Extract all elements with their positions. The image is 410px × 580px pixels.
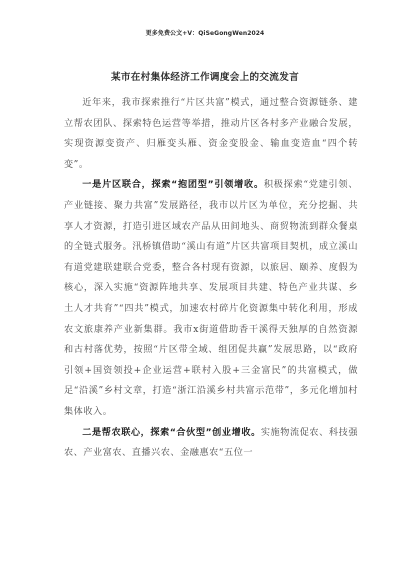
paragraph-point-1 <box>64 175 358 422</box>
document-title: 某市在村集体经济工作调度会上的交流发言 <box>111 72 299 83</box>
paragraph-text: 实施物流促农、科技强农、产业富农、直播兴农、金融惠农“五位一 <box>64 427 359 459</box>
paragraph-point-2 <box>64 423 358 464</box>
paragraph-text: 近年来，我市探索推行“片区共富”模式，通过整合资源链条、建立帮农团队、探索特色运营等举措，推动片区各村多产业融合发展，实现资源变资产、归雁变头雁、资金变股金、输血变造血“四个转变”。 <box>64 98 358 170</box>
paragraph-lead: 二是帮农联心，探索“合伙型”创业增收。 <box>82 427 261 438</box>
paragraph-text: 积极探索“党建引领、产业链接、聚力共富”发展路径，我市以片区为单位，充分挖掘、共享人才资源，打造引进区域农产品从田间地头、商贸物流到群众餐桌的全链式服务。汛桥镇借助“溪山有道”片区共富项目契机，成立溪山有道党建联建联合党委，整合各村现有资源，以旅居、颐养、度假为核心，深入实施“资源阵地共享、发展项目共建、特色产业共谋、乡土人才共育”“四共”模式，加速农村碎片化资源集中转化利用，形成农文旅康养产业新集群。我市x街道借助香干溪得天独厚的自然资源和古村落优势，按照“片区带全域、组团促共赢”发展思路，以“政府引领+国资领投+企业运营+联村入股+三金富民”的共富模式，做足“沿溪”乡村文章，打造“浙江沿溪乡村共富示范带”，多元化增加村集体收入。 <box>64 180 358 417</box>
header-note: 更多免费公文+V：QiSeGongWen2024 <box>145 30 265 37</box>
paragraph-intro <box>64 93 358 175</box>
document-body <box>64 93 358 464</box>
paragraph-lead: 一是片区联合，探索“抱团型”引领增收。 <box>82 180 264 191</box>
